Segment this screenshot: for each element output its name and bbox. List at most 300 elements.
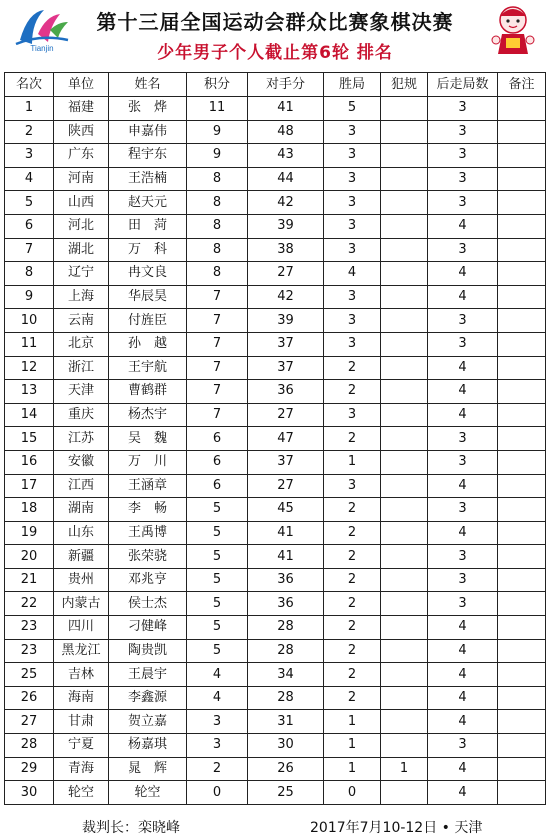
table-cell: 3 [428,97,498,121]
table-cell [498,403,546,427]
table-cell: 11 [5,332,54,356]
table-cell: 湖北 [54,238,109,262]
table-cell [381,262,428,286]
table-cell [498,167,546,191]
column-header: 对手分 [248,73,324,97]
table-cell: 41 [248,521,324,545]
table-cell: 23 [5,639,54,663]
table-cell: 43 [248,144,324,168]
table-cell [498,427,546,451]
table-cell: 7 [187,332,248,356]
table-cell: 30 [248,734,324,758]
table-cell: 2 [324,568,381,592]
table-cell: 黑龙江 [54,639,109,663]
table-cell: 重庆 [54,403,109,427]
table-cell: 41 [248,545,324,569]
table-cell: 赵天元 [109,191,187,215]
table-cell: 3 [324,285,381,309]
table-cell: 38 [248,238,324,262]
table-cell: 4 [428,757,498,781]
table-cell: 4 [428,474,498,498]
table-cell: 13 [5,380,54,404]
table-cell [498,356,546,380]
header [0,0,550,68]
table-cell: 5 [324,97,381,121]
table-cell: 王浩楠 [109,167,187,191]
table-cell: 李 畅 [109,498,187,522]
table-row [5,427,546,451]
table-cell: 3 [324,238,381,262]
table-cell [498,285,546,309]
table-cell: 15 [5,427,54,451]
table-cell: 5 [187,592,248,616]
table-row [5,639,546,663]
table-row [5,686,546,710]
table-cell: 申嘉伟 [109,120,187,144]
table-cell: 8 [187,167,248,191]
table-cell: 付旌臣 [109,309,187,333]
table-cell: 李鑫源 [109,686,187,710]
ranking-table [4,72,546,805]
table-cell: 4 [428,214,498,238]
table-cell: 28 [248,639,324,663]
table-cell: 3 [324,403,381,427]
table-cell: 3 [324,167,381,191]
table-cell: 5 [187,616,248,640]
table-cell: 陕西 [54,120,109,144]
table-cell: 11 [187,97,248,121]
table-cell: 27 [5,710,54,734]
table-cell: 王涵章 [109,474,187,498]
table-cell: 张 烨 [109,97,187,121]
table-cell: 1 [324,734,381,758]
table-cell: 6 [5,214,54,238]
table-cell: 吴 魏 [109,427,187,451]
table-cell: 刁健峰 [109,616,187,640]
table-cell: 宁夏 [54,734,109,758]
table-cell: 5 [187,498,248,522]
table-cell [381,568,428,592]
table-cell [498,568,546,592]
table-cell: 8 [187,262,248,286]
page-title: 第十三届全国运动会群众比赛象棋决赛 [96,10,454,34]
table-cell [498,120,546,144]
table-cell [498,757,546,781]
table-cell: 7 [187,309,248,333]
table-cell: 6 [187,450,248,474]
table-cell: 22 [5,592,54,616]
table-row [5,309,546,333]
table-cell [498,309,546,333]
table-cell [498,238,546,262]
table-cell: 5 [187,521,248,545]
table-cell [498,663,546,687]
table-cell [381,474,428,498]
table-cell: 3 [428,309,498,333]
column-header: 姓名 [109,73,187,97]
table-cell [381,120,428,144]
table-cell [498,592,546,616]
table-cell: 16 [5,450,54,474]
table-cell: 贵州 [54,568,109,592]
table-cell: 36 [248,592,324,616]
footer [0,817,550,836]
table-cell: 3 [428,592,498,616]
table-cell: 42 [248,191,324,215]
table-cell [498,710,546,734]
table-cell: 2 [324,592,381,616]
table-cell: 1 [5,97,54,121]
table-cell: 6 [187,427,248,451]
table-cell [498,97,546,121]
table-cell [381,285,428,309]
table-cell: 26 [5,686,54,710]
table-row [5,616,546,640]
table-cell: 3 [428,238,498,262]
table-cell [381,663,428,687]
table-cell [381,734,428,758]
table-cell: 内蒙古 [54,592,109,616]
table-cell: 25 [248,781,324,805]
table-cell: 程宇东 [109,144,187,168]
table-cell: 27 [248,403,324,427]
table-cell [381,427,428,451]
table-cell [381,521,428,545]
table-cell: 0 [324,781,381,805]
table-cell: 8 [187,191,248,215]
table-row [5,592,546,616]
table-cell [381,380,428,404]
table-cell: 3 [324,191,381,215]
table-cell: 3 [428,498,498,522]
table-cell: 10 [5,309,54,333]
table-cell: 3 [324,474,381,498]
table-cell: 34 [248,663,324,687]
table-cell: 孙 越 [109,332,187,356]
table-cell: 28 [5,734,54,758]
table-cell: 吉林 [54,663,109,687]
table-cell: 陶贵凯 [109,639,187,663]
table-cell: 1 [324,450,381,474]
table-row [5,781,546,805]
table-cell [498,639,546,663]
table-cell: 湖南 [54,498,109,522]
table-cell: 张荣骁 [109,545,187,569]
table-cell: 30 [5,781,54,805]
table-cell: 杨杰宇 [109,403,187,427]
table-cell: 王晨宇 [109,663,187,687]
table-cell: 冉文良 [109,262,187,286]
column-header: 胜局 [324,73,381,97]
table-cell: 7 [5,238,54,262]
table-cell [498,521,546,545]
table-cell [381,710,428,734]
table-cell: 北京 [54,332,109,356]
table-row [5,97,546,121]
table-row [5,545,546,569]
table-cell: 42 [248,285,324,309]
table-cell: 4 [428,403,498,427]
table-row [5,380,546,404]
table-cell: 5 [5,191,54,215]
table-cell: 河北 [54,214,109,238]
table-cell: 2 [324,498,381,522]
table-cell [381,238,428,262]
table-cell: 2 [187,757,248,781]
table-cell: 39 [248,214,324,238]
table-cell: 侯士杰 [109,592,187,616]
table-header [5,73,546,97]
table-row [5,238,546,262]
table-row [5,498,546,522]
table-cell: 9 [187,144,248,168]
table-cell [498,498,546,522]
table-cell: 3 [428,450,498,474]
column-header: 名次 [5,73,54,97]
table-cell: 3 [428,734,498,758]
table-cell: 37 [248,332,324,356]
table-cell: 2 [324,521,381,545]
table-cell: 2 [324,427,381,451]
table-cell: 8 [187,214,248,238]
table-cell: 23 [5,616,54,640]
table-cell: 华辰昊 [109,285,187,309]
table-cell [498,262,546,286]
logo-text: Tianjin [30,44,54,53]
table-cell: 4 [428,356,498,380]
table-cell: 海南 [54,686,109,710]
table-row [5,262,546,286]
table-cell [381,403,428,427]
table-cell: 26 [248,757,324,781]
table-cell: 云南 [54,309,109,333]
table-cell: 3 [324,214,381,238]
table-cell: 12 [5,356,54,380]
table-cell [381,191,428,215]
table-cell [498,191,546,215]
table-header-row [5,73,546,97]
table-cell: 河南 [54,167,109,191]
table-cell: 28 [248,686,324,710]
table-cell: 广东 [54,144,109,168]
table-cell [381,332,428,356]
table-row [5,521,546,545]
table-cell: 四川 [54,616,109,640]
table-cell: 4 [428,616,498,640]
table-cell: 浙江 [54,356,109,380]
table-cell [498,144,546,168]
table-cell: 4 [324,262,381,286]
table-cell [381,639,428,663]
column-header: 备注 [498,73,546,97]
table-cell [381,309,428,333]
table-cell [498,781,546,805]
table-cell [381,781,428,805]
table-cell: 5 [187,568,248,592]
table-cell: 37 [248,356,324,380]
table-cell: 48 [248,120,324,144]
column-header: 后走局数 [428,73,498,97]
table-cell: 5 [187,639,248,663]
table-cell: 7 [187,285,248,309]
table-cell [498,332,546,356]
table-cell: 3 [428,568,498,592]
table-cell: 轮空 [54,781,109,805]
table-cell: 辽宁 [54,262,109,286]
table-row [5,450,546,474]
table-cell: 18 [5,498,54,522]
table-body [5,97,546,805]
table-cell: 江西 [54,474,109,498]
table-cell: 4 [428,380,498,404]
table-cell: 田 菏 [109,214,187,238]
table-cell: 0 [187,781,248,805]
table-cell: 杨嘉琪 [109,734,187,758]
table-cell: 4 [5,167,54,191]
table-cell: 万 川 [109,450,187,474]
table-cell: 4 [428,521,498,545]
column-header: 单位 [54,73,109,97]
table-row [5,403,546,427]
table-cell: 2 [324,616,381,640]
table-cell: 3 [324,309,381,333]
table-cell: 5 [187,545,248,569]
table-cell: 4 [428,285,498,309]
table-cell: 25 [5,663,54,687]
table-cell: 9 [5,285,54,309]
table-cell [381,592,428,616]
table-cell: 江苏 [54,427,109,451]
table-cell: 3 [187,734,248,758]
table-cell: 天津 [54,380,109,404]
table-cell: 3 [324,120,381,144]
table-cell: 安徽 [54,450,109,474]
table-cell: 37 [248,450,324,474]
table-cell: 2 [324,639,381,663]
mascot-icon [486,2,540,60]
table-row [5,710,546,734]
table-cell: 2 [5,120,54,144]
referee-signature: 裁判长：栾晓峰 [82,820,180,836]
table-row [5,144,546,168]
table-cell: 44 [248,167,324,191]
table-cell: 3 [428,332,498,356]
table-cell: 41 [248,97,324,121]
table-cell: 27 [248,262,324,286]
table-row [5,474,546,498]
table-cell: 4 [428,686,498,710]
table-cell [381,97,428,121]
table-cell: 2 [324,686,381,710]
table-cell: 7 [187,356,248,380]
table-cell: 王宇航 [109,356,187,380]
event-date: 2017年7月10-12日 • 天津 [310,820,483,836]
table-row [5,191,546,215]
table-row [5,356,546,380]
table-cell: 3 [324,144,381,168]
table-row [5,568,546,592]
table-cell [381,686,428,710]
table-cell [498,474,546,498]
table-cell: 3 [187,710,248,734]
table-row [5,285,546,309]
table-cell: 27 [248,474,324,498]
table-cell: 山东 [54,521,109,545]
table-cell: 万 科 [109,238,187,262]
table-cell: 邓兆亨 [109,568,187,592]
table-cell [498,214,546,238]
table-cell: 3 [428,545,498,569]
table-cell: 21 [5,568,54,592]
table-cell [498,686,546,710]
table-cell: 2 [324,663,381,687]
table-row [5,663,546,687]
table-cell: 14 [5,403,54,427]
table-cell [381,356,428,380]
column-header: 积分 [187,73,248,97]
table-cell [498,616,546,640]
table-cell: 4 [428,710,498,734]
table-row [5,214,546,238]
table-cell: 3 [428,120,498,144]
table-cell: 1 [381,757,428,781]
table-cell: 39 [248,309,324,333]
table-row [5,167,546,191]
table-cell: 3 [428,191,498,215]
table-cell: 甘肃 [54,710,109,734]
table-cell: 47 [248,427,324,451]
table-cell: 7 [187,403,248,427]
table-row [5,734,546,758]
table-cell: 福建 [54,97,109,121]
table-cell: 3 [428,144,498,168]
table-cell: 20 [5,545,54,569]
table-cell: 1 [324,710,381,734]
table-cell [498,450,546,474]
table-cell: 王禹博 [109,521,187,545]
table-cell: 4 [187,686,248,710]
table-cell: 1 [324,757,381,781]
table-cell [381,214,428,238]
table-cell [381,545,428,569]
table-cell [498,734,546,758]
table-cell [381,450,428,474]
table-cell: 3 [428,427,498,451]
table-cell: 2 [324,545,381,569]
table-cell: 28 [248,616,324,640]
table-cell: 36 [248,380,324,404]
table-row [5,332,546,356]
table-cell: 7 [187,380,248,404]
table-cell: 新疆 [54,545,109,569]
table-cell: 9 [187,120,248,144]
table-cell [498,380,546,404]
table-cell: 青海 [54,757,109,781]
table-cell [498,545,546,569]
table-cell: 3 [428,167,498,191]
table-cell: 晁 辉 [109,757,187,781]
table-cell: 曹鹤群 [109,380,187,404]
page-subtitle: 少年男子个人截止第6轮 排名 [157,43,393,63]
table-cell: 2 [324,380,381,404]
table-cell: 2 [324,356,381,380]
table-cell: 4 [428,781,498,805]
table-cell [381,167,428,191]
table-cell: 8 [187,238,248,262]
table-cell: 3 [324,332,381,356]
table-cell [381,498,428,522]
games-logo-icon [10,4,74,56]
